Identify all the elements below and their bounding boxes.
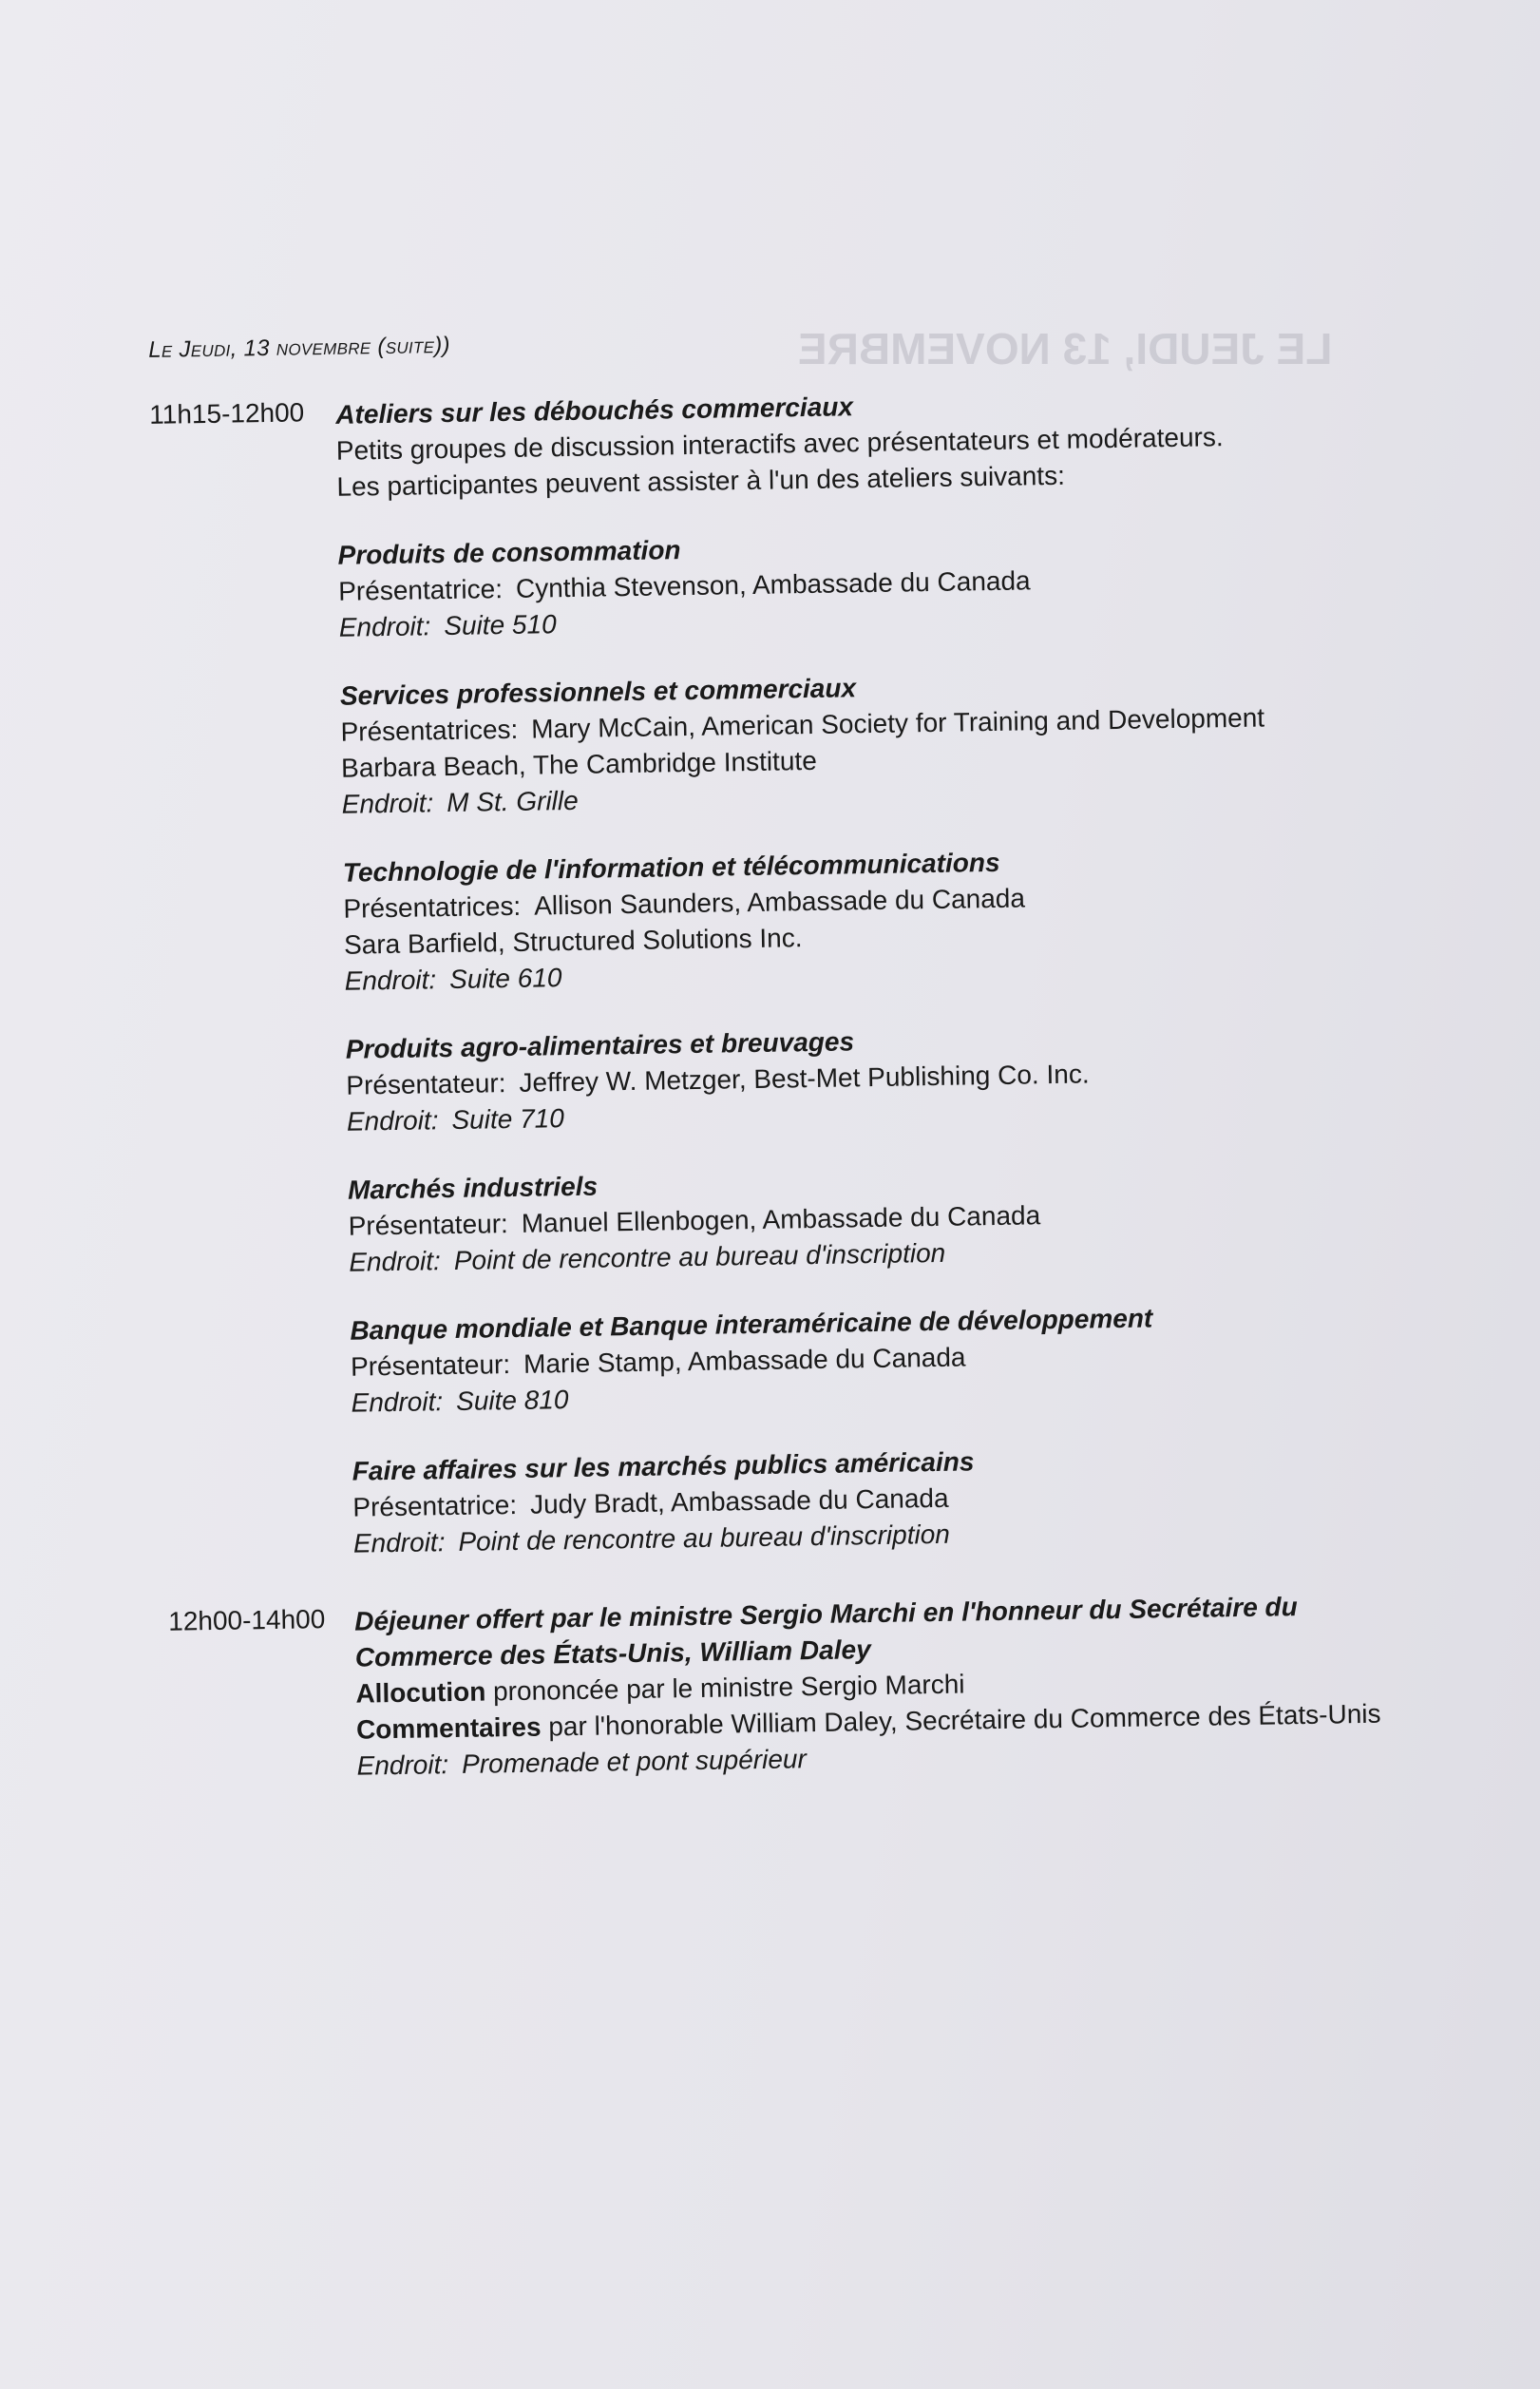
schedule-sheet (143, 318, 1400, 1787)
presenter-name: Sara Barfield, Structured Solutions Inc. (343, 923, 803, 960)
presenter-role: Présentateur: (350, 1349, 511, 1382)
place-value: Point de rencontre au bureau d'inscription (458, 1519, 951, 1557)
session-title: Banque mondiale et Banque interaméricaine de développement (350, 1303, 1153, 1346)
session-title: Technologie de l'information et télécommunications (342, 847, 1000, 888)
presenter-name: Mary McCain, American Society for Training and Development (531, 702, 1265, 744)
place-label: Endroit: (346, 1105, 439, 1137)
presenter-name: Marie Stamp, Ambassade du Canada (523, 1342, 966, 1379)
presenter-name: Cynthia Stevenson, Ambassade du Canada (515, 565, 1031, 603)
presenter-name: Barbara Beach, The Cambridge Institute (340, 745, 817, 783)
presenter-name: Manuel Ellenbogen, Ambassade du Canada (521, 1200, 1041, 1238)
workshop-session (346, 1015, 1391, 1139)
workshop-session (350, 1296, 1395, 1421)
place-value: M St. Grille (446, 785, 579, 818)
lunch-place-value: Promenade et pont supérieur (461, 1744, 808, 1779)
bleed-through-title: LE JEUDI, 13 NOVEMBRE (798, 324, 1333, 373)
page-header: Le Jeudi, 13 novembre (suite)) (147, 332, 451, 363)
presenter-role: Présentatrices: (343, 890, 522, 924)
workshops-title: Ateliers sur les débouchés commerciaux (335, 392, 854, 430)
presenter-role: Présentatrices: (340, 714, 519, 747)
place-value: Suite 710 (451, 1103, 565, 1135)
place-label: Endroit: (338, 611, 431, 642)
presenter-name: Jeffrey W. Metzger, Best-Met Publishing Co. Inc. (519, 1059, 1090, 1098)
workshops-intro-2: Les participantes peuvent assister à l'un des ateliers suivants: (336, 460, 1066, 502)
presenter-name: Judy Bradt, Ambassade du Canada (529, 1482, 949, 1519)
presenter-name: Allison Saunders, Ambassade du Canada (533, 883, 1026, 921)
lunch-time: 12h00-14h00 (167, 1604, 326, 1636)
workshop-session (337, 522, 1382, 646)
place-label: Endroit: (352, 1527, 446, 1558)
lunch-block (162, 1587, 1400, 1787)
workshop-session (352, 1437, 1397, 1561)
place-value: Point de rencontre au bureau d'inscription (453, 1237, 946, 1275)
place-value: Suite 610 (448, 963, 562, 995)
commentaires-label: Commentaires (355, 1711, 542, 1745)
session-title: Marchés industriels (347, 1171, 599, 1205)
place-label: Endroit: (349, 1246, 442, 1277)
presenter-role: Présentatrice: (352, 1489, 518, 1522)
session-title: Produits agro-alimentaires et breuvages (345, 1026, 855, 1064)
workshops-time: 11h15-12h00 (149, 397, 305, 430)
lunch-place-label: Endroit: (356, 1749, 449, 1781)
session-title: Faire affaires sur les marchés publics américains (352, 1446, 975, 1486)
presenter-role: Présentateur: (346, 1068, 506, 1100)
presenter-role: Présentateur: (348, 1209, 509, 1241)
place-label: Endroit: (341, 788, 434, 819)
session-title: Services professionnels et commerciaux (339, 673, 857, 711)
commentaires-text: par l'honorable William Daley, Secrétaire du Commerce des États-Unis (541, 1698, 1381, 1742)
place-label: Endroit: (344, 965, 437, 996)
session-title: Produits de consommation (337, 535, 681, 570)
workshop-session (343, 839, 1388, 1000)
workshop-session (340, 662, 1385, 823)
place-value: Suite 810 (455, 1385, 569, 1416)
allocution-text: prononcée par le ministre Sergio Marchi (485, 1669, 965, 1707)
workshops-intro-1: Petits groupes de discussion interactifs avec présentateurs et modérateurs. (335, 422, 1224, 466)
workshops-block (143, 381, 1397, 1565)
allocution-label: Allocution (355, 1676, 486, 1709)
presenter-role: Présentatrice: (337, 574, 504, 606)
lunch-title: Déjeuner offert par le ministre Sergio Marchi en l'honneur du Secrétaire du Commerce des États-Unis, William Daley (354, 1592, 1298, 1672)
place-label: Endroit: (351, 1386, 444, 1418)
place-value: Suite 510 (444, 609, 557, 641)
workshop-session (348, 1156, 1393, 1280)
